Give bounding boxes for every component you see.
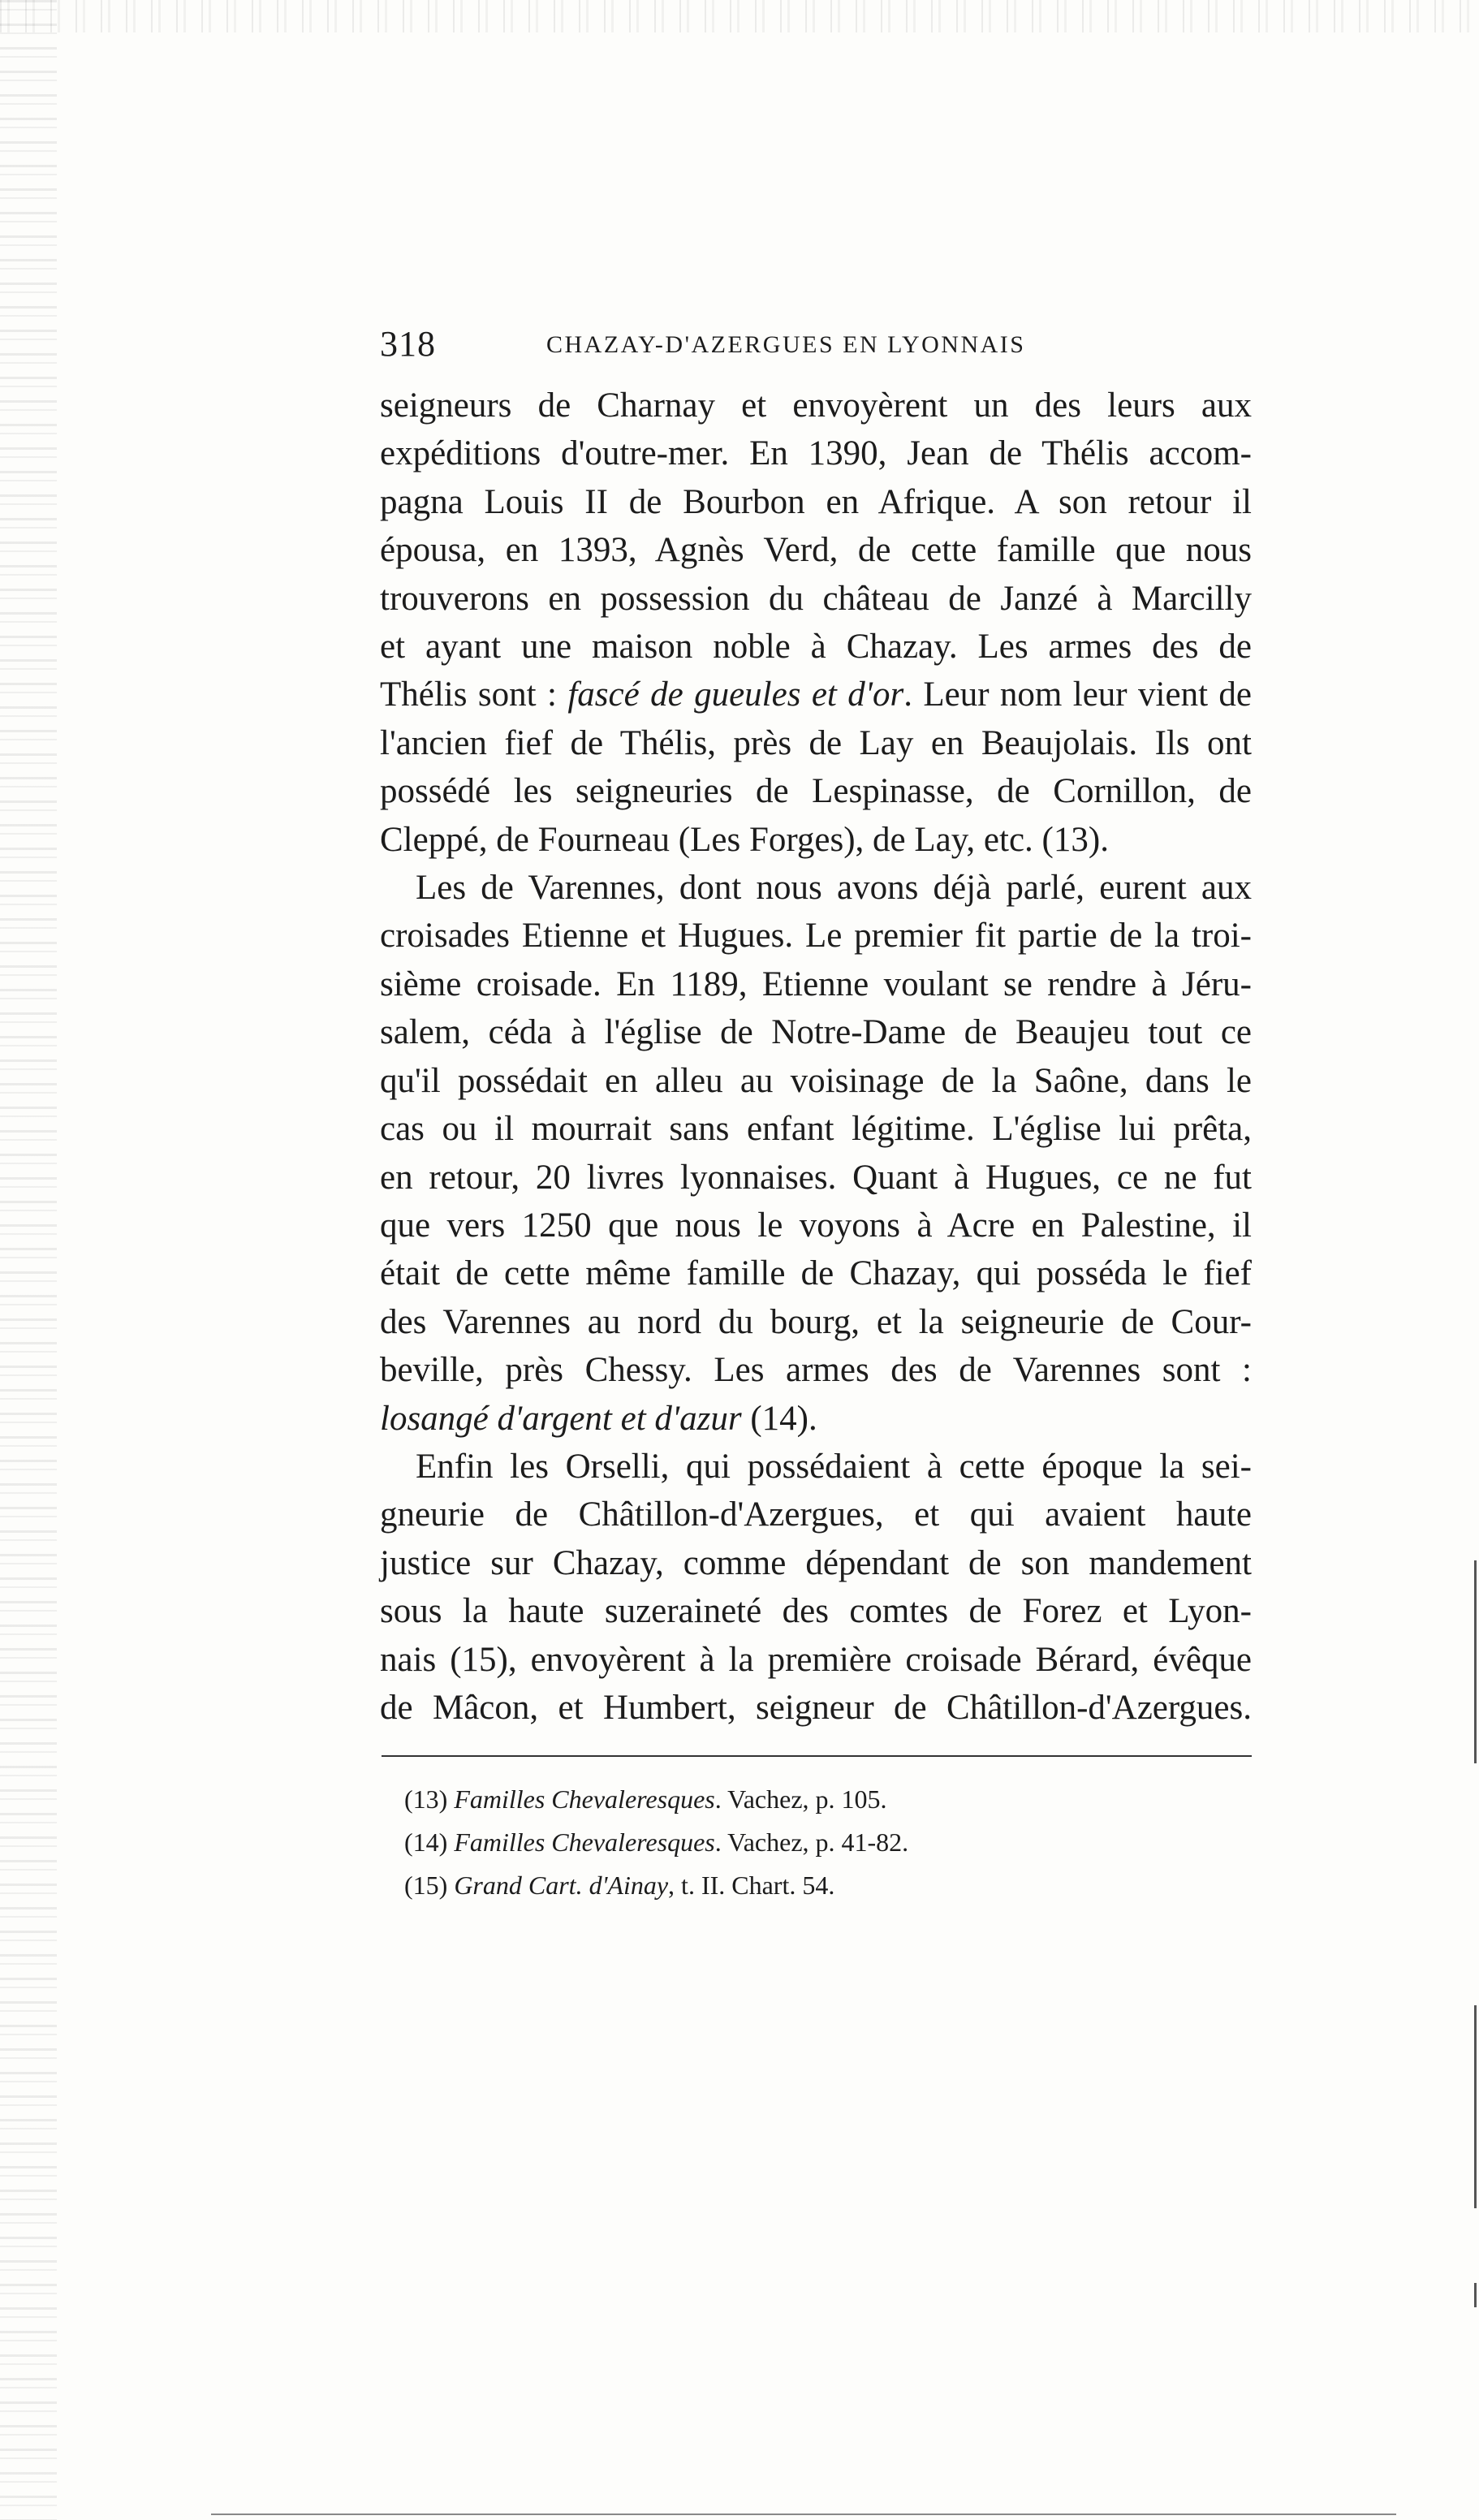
text-line: croisades Etienne et Hugues. Le premier fit partie de la troi- [380,917,1252,956]
scan-right-mark [1474,2005,1477,2208]
text-line: justice sur Chazay, comme dépendant de son mandement [380,1543,1252,1582]
text-line: des Varennes au nord du bourg, et la seigneurie de Cour- [380,1302,1252,1341]
text-line: sous la haute suzeraineté des comtes de Forez et Lyon- [380,1592,1252,1631]
text-line: seigneurs de Charnay et envoyèrent un des leurs aux [380,386,1252,425]
text-line: trouverons en possession du château de Janzé à Marcilly [380,579,1252,618]
text-line: de Mâcon, et Humbert, seigneur de Châtillon-d'Azergues. [380,1688,1252,1727]
text-line: qu'il possédait en alleu au voisinage de la Saône, dans le [380,1061,1252,1100]
text-line: gneurie de Châtillon-d'Azergues, et qui avaient haute [380,1495,1252,1534]
running-title: CHAZAY-D'AZERGUES EN LYONNAIS [546,331,1026,358]
footnote-separator [382,1755,1252,1757]
italic-blazon: losangé d'argent et d'azur [380,1399,742,1438]
scan-left-edge [0,0,57,2520]
text-line: nais (15), envoyèrent à la première croisade Bérard, évêque [380,1640,1252,1679]
text-line: pagna Louis II de Bourbon en Afrique. A son retour il [380,482,1252,521]
text-line: losangé d'argent et d'azur (14). [380,1399,817,1438]
text-line: en retour, 20 livres lyonnaises. Quant à Hugues, ce ne fut [380,1158,1252,1197]
italic-blazon: fascé de gueules et d'or [567,675,904,714]
text-line: Cleppé, de Fourneau (Les Forges), de Lay, etc. (13). [380,820,1109,859]
footnote-13: (13) Familles Chevaleresques. Vachez, p. 105. [404,1784,887,1814]
text-line: sième croisade. En 1189, Etienne voulant se rendre à Jéru- [380,964,1252,1003]
text-line: Les de Varennes, dont nous avons déjà parlé, eurent aux [416,869,1252,908]
text-line: et ayant une maison noble à Chazay. Les armes des de [380,628,1252,667]
page-number: 318 [380,324,436,364]
scan-right-mark [1474,2283,1477,2307]
text-line: beville, près Chessy. Les armes des de Varennes sont : [380,1351,1252,1390]
text-line: cas ou il mourrait sans enfant légitime. L'église lui prêta, [380,1110,1252,1149]
scan-bottom-edge [211,2514,1396,2515]
body-text [380,382,1252,1732]
text-line: Enfin les Orselli, qui possédaient à cette époque la sei- [416,1447,1252,1486]
footnote-15: (15) Grand Cart. d'Ainay, t. II. Chart. 54. [404,1871,835,1900]
text-line: expéditions d'outre-mer. En 1390, Jean de Thélis accom- [380,434,1252,473]
text-line: était de cette même famille de Chazay, qui posséda le fief [380,1254,1252,1293]
text-line: que vers 1250 que nous le voyons à Acre en Palestine, il [380,1206,1252,1245]
text-line: épousa, en 1393, Agnès Verd, de cette famille que nous [380,531,1252,570]
text-line: salem, céda à l'église de Notre-Dame de Beaujeu tout ce [380,1013,1252,1052]
text-line: l'ancien fief de Thélis, près de Lay en Beaujolais. Ils ont [380,723,1252,762]
text-line: possédé les seigneuries de Lespinasse, de Cornillon, de [380,772,1252,811]
footnotes [404,1778,1216,1907]
footnote-14: (14) Familles Chevaleresques. Vachez, p. 41-82. [404,1827,909,1857]
running-head [380,323,1252,372]
scan-top-edge [0,0,1479,32]
text-line: Thélis sont : fascé de gueules et d'or. Leur nom leur vient de [380,675,1252,714]
scan-right-mark [1474,1560,1477,1763]
